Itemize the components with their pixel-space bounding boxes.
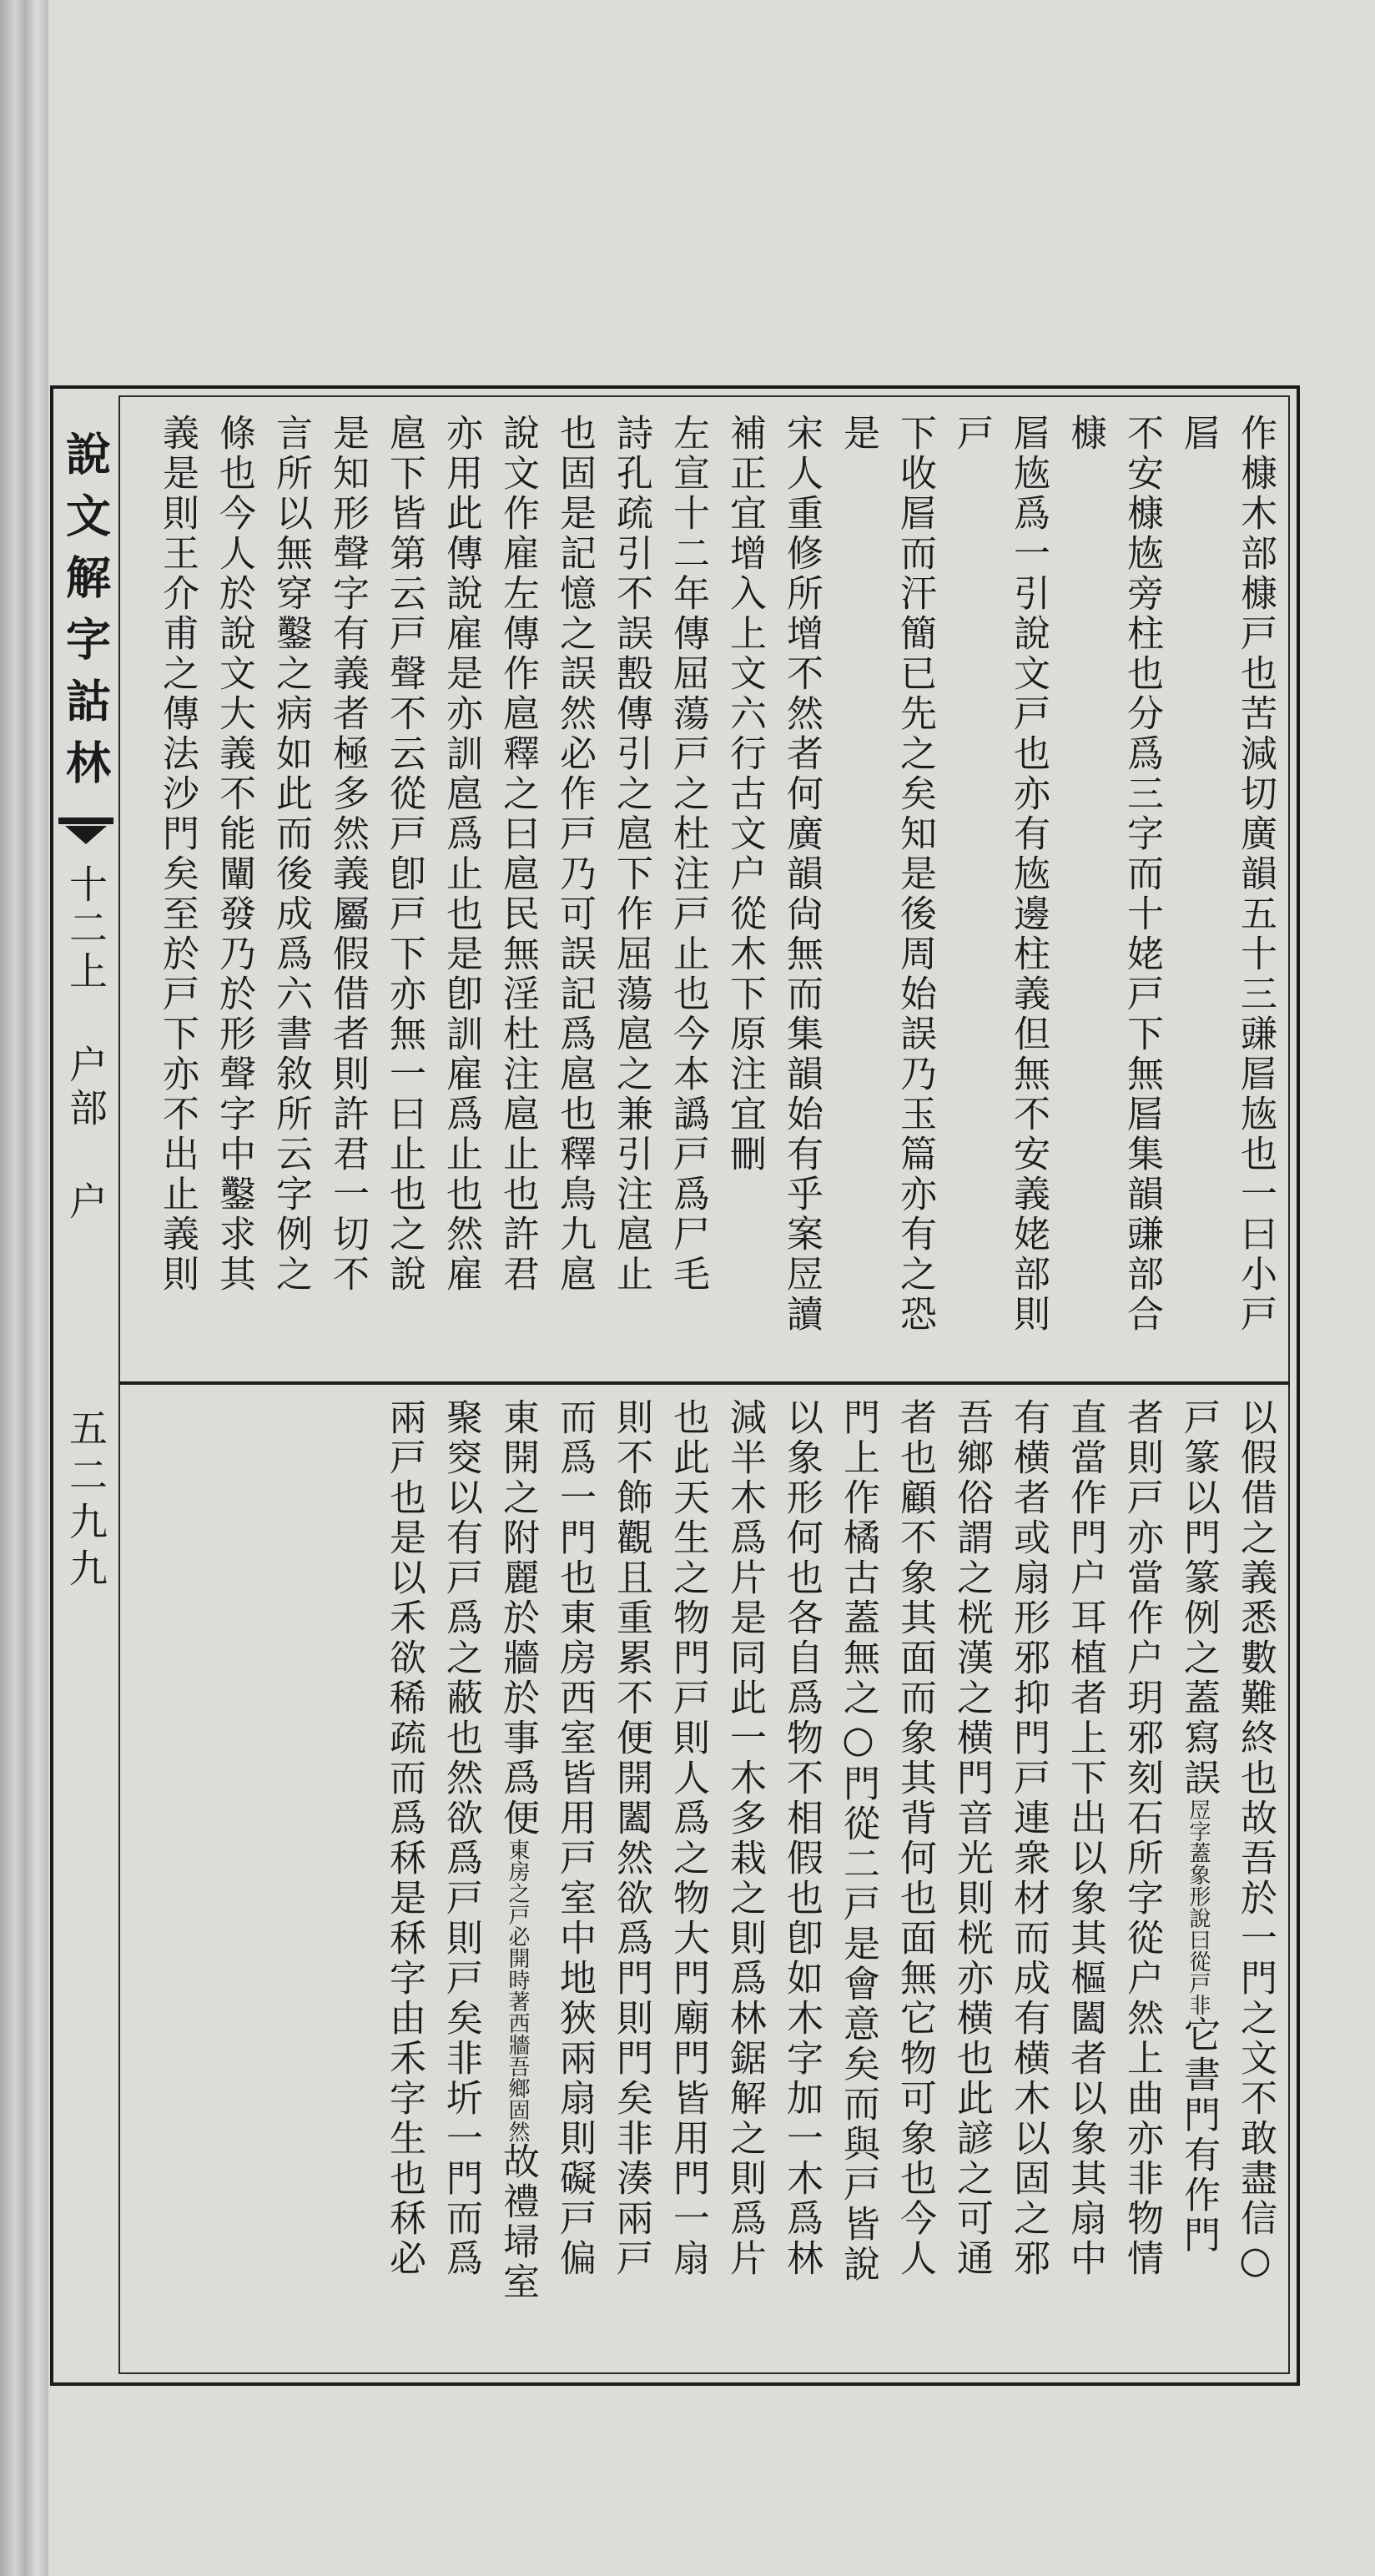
text-column [1113,1398,1170,2366]
register-divider [118,1381,1290,1385]
page-margin-column [58,400,113,2377]
text-column [1226,1398,1283,2366]
text-column: 下收㞓而汗簡已先之矣知是後周始誤乃玉篇亦有之恐是 [837,414,936,1335]
column-text: 聚窔以有戸爲之蔽也然欲爲戸則戸矣非圻一門而爲 [440,1398,482,2279]
inline-annotation: 東房之戸必開時著西牆吾鄉固然 [505,1839,530,2142]
section-label: 户部 [63,1044,108,1131]
text-column [886,1398,943,2366]
column-text: 東開之附麗於牆於事爲便 [496,1398,539,1839]
text-column: 是知形聲字有義者極多然義屬假借者則許君一切不 [326,414,369,1295]
text-column: 扈下皆第云戸聲不云從戸卽戸下亦無一曰止也之說 [383,414,426,1295]
text-column: 說文作雇左傳作扈釋之曰扈民無淫杜注扈止也許君 [496,414,539,1295]
column-text: 以假借之義悉數難終也故吾於一門之文不敢盡信○ [1234,1398,1277,2285]
fish-tail-mark [58,818,113,848]
page-number: 五二九九 [63,1408,108,1595]
column-text: 吾鄉俗謂之桄漢之横門音光則桄亦横也此諺之可通 [950,1398,993,2279]
text-column [943,1398,1000,2366]
column-text: 直當作門户耳植者上下出以象其樞闔者以象其扇中 [1064,1398,1106,2279]
book-binding-edge [0,0,48,2576]
upper-text-block [149,414,1283,1373]
text-column [432,1398,489,2366]
column-text: 則不飾觀且重累不便開闔然欲爲門則門矣非湊兩戸 [610,1398,652,2279]
text-column [1170,1398,1226,2366]
text-column: 補正宜增入上文六行古文户從木下原注宜刪 [723,414,766,1175]
column-text-continued: 故禮埽室 [496,2142,539,2302]
text-column: 義是則王介甫之傳法沙門矣至於戸下亦不出止義則 [156,414,199,1295]
column-text: 兩戸也是以禾欲稀疏而爲秝是秝字由禾字生也秝必 [383,1398,426,2279]
column-text: 者也顧不象其面而象其背何也面無它物可象也今人 [894,1398,936,2279]
text-column: 條也今人於說文大義不能闡發乃於形聲字中鑿求其 [213,414,255,1295]
text-column: 宋人重修所增不然者何廣韻尙無而集韻始有乎案㞐讀 [780,414,823,1335]
radical-label: 户 [63,1181,108,1225]
text-column: 詩孔疏引不誤毄傳引之扈下作屈蕩扈之兼引注扈止 [610,414,652,1295]
column-text: 戸篆以門篆例之蓋寫誤 [1177,1398,1220,1799]
text-column: 也固是記憶之誤然必作戸乃可誤記爲扈也釋鳥九扈 [553,414,596,1295]
text-column [829,1398,886,2366]
text-column: 亦用此傳說雇是亦訓扈爲止也是卽訓雇爲止也然雇 [440,414,482,1295]
text-column: 言所以無穿鑿之病如此而後成爲六書敘所云字例之 [269,414,312,1295]
lower-text-block [375,1398,1283,2366]
inline-annotation: 㞐字蓋象形說曰從戸非 [1186,1799,1211,2015]
column-text: 者則戸亦當作户玥邪刻石所字從户然上曲亦非物情 [1121,1398,1163,2279]
column-text-continued: 它書門有作門 [1177,2015,1220,2256]
text-column [716,1398,773,2366]
column-text: 有横者或扇形邪抑門戸連衆材而成有横木以固之邪 [1007,1398,1050,2279]
text-column: 作槺木部槺戸也苦減切廣韻五十三豏㞓㞀也一曰小戸㞓 [1177,414,1277,1335]
column-text: 也此天生之物門戸則人爲之物大門廟門皆用門一扇 [667,1398,709,2279]
column-text: 以象形何也各自爲物不相假也卽如木字加一木爲林 [780,1398,823,2279]
book-title: 說文解字詁林 [58,430,113,801]
column-text: 減半木爲片是同此一木多栽之則爲林鋸解之則爲片 [723,1398,766,2279]
text-column [489,1398,546,2366]
text-column: 左宣十二年傳屈蕩戸之杜注戸止也今本譌戸爲尸毛 [667,414,709,1295]
text-column [375,1398,432,2366]
volume-label: 十二上 [63,864,108,994]
text-column [1000,1398,1056,2366]
text-column: 不安槺㞀旁柱也分爲三字而十姥戸下無㞓集韻豏部合槺 [1064,414,1163,1335]
text-column [546,1398,602,2366]
text-column: 㞓㞀爲一引說文戸也亦有㞀邊柱義但無不安義姥部則戸 [950,414,1050,1335]
text-column [602,1398,659,2366]
column-text: 門上作橘古蓋無之○門從二戸是會意矣而與戸皆說 [837,1398,879,2285]
text-column [1056,1398,1113,2366]
text-column [773,1398,829,2366]
text-column [659,1398,716,2366]
column-text: 而爲一門也東房西室皆用戸室中地狹兩扇則礙戸偏 [553,1398,596,2279]
